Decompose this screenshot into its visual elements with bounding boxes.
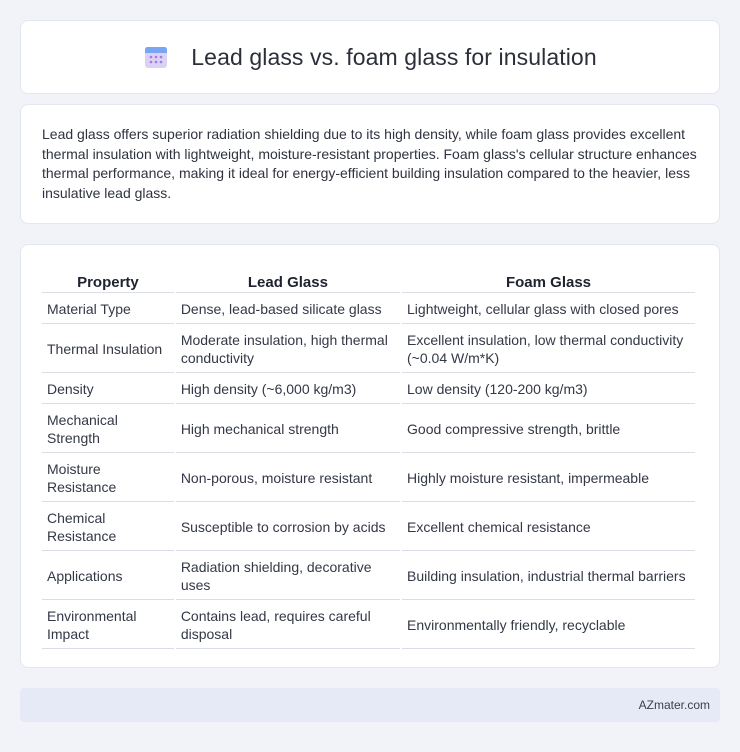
table-row: [42, 406, 695, 453]
table-row: [42, 295, 695, 324]
lead-glass-cell: Susceptible to corrosion by acids: [176, 504, 400, 551]
property-cell: Moisture Resistance: [42, 455, 174, 502]
lead-glass-cell: Radiation shielding, decorative uses: [176, 553, 400, 600]
property-cell: Applications: [42, 553, 174, 600]
table-row: [42, 455, 695, 502]
foam-glass-cell: Lightweight, cellular glass with closed pores: [402, 295, 695, 324]
page-title: Lead glass vs. foam glass for insulation: [191, 43, 597, 70]
foam-glass-cell: Building insulation, industrial thermal barriers: [402, 553, 695, 600]
header-property: Property: [42, 267, 174, 293]
property-cell: Chemical Resistance: [42, 504, 174, 551]
foam-glass-cell: Highly moisture resistant, impermeable: [402, 455, 695, 502]
table-header-row: [42, 267, 695, 293]
property-cell: Environmental Impact: [42, 602, 174, 649]
lead-glass-cell: High mechanical strength: [176, 406, 400, 453]
foam-glass-cell: Good compressive strength, brittle: [402, 406, 695, 453]
table-row: [42, 504, 695, 551]
lead-glass-cell: High density (~6,000 kg/m3): [176, 375, 400, 404]
table-row: [42, 375, 695, 404]
footer-bar: [20, 688, 720, 722]
table-row: [42, 326, 695, 373]
title-card: [20, 20, 720, 94]
footer-brand[interactable]: AZmater.com: [638, 698, 710, 712]
property-cell: Material Type: [42, 295, 174, 324]
lead-glass-cell: Non-porous, moisture resistant: [176, 455, 400, 502]
lead-glass-cell: Contains lead, requires careful disposal: [176, 602, 400, 649]
property-cell: Thermal Insulation: [42, 326, 174, 373]
table-row: [42, 602, 695, 649]
header-foam-glass: Foam Glass: [402, 267, 695, 293]
foam-glass-cell: Excellent insulation, low thermal conductivity (~0.04 W/m*K): [402, 326, 695, 373]
header-lead-glass: Lead Glass: [176, 267, 400, 293]
calendar-icon: [143, 44, 169, 70]
title-row: [143, 44, 596, 71]
comparison-table: [40, 265, 697, 651]
foam-glass-cell: Environmentally friendly, recyclable: [402, 602, 695, 649]
property-cell: Density: [42, 375, 174, 404]
property-cell: Mechanical Strength: [42, 406, 174, 453]
table-row: [42, 553, 695, 600]
foam-glass-cell: Excellent chemical resistance: [402, 504, 695, 551]
lead-glass-cell: Dense, lead-based silicate glass: [176, 295, 400, 324]
summary-card: [20, 104, 720, 224]
table-card: [20, 244, 720, 668]
lead-glass-cell: Moderate insulation, high thermal conductivity: [176, 326, 400, 373]
foam-glass-cell: Low density (120-200 kg/m3): [402, 375, 695, 404]
summary-text: Lead glass offers superior radiation shielding due to its high density, while foam glass provides excellent thermal insulation with lightweight, moisture-resistant properties. Foam glass's cellular structure enhances thermal performance, making it ideal for energy-efficient building insulation compared to the heavier, less insulative lead glass.: [42, 126, 697, 201]
